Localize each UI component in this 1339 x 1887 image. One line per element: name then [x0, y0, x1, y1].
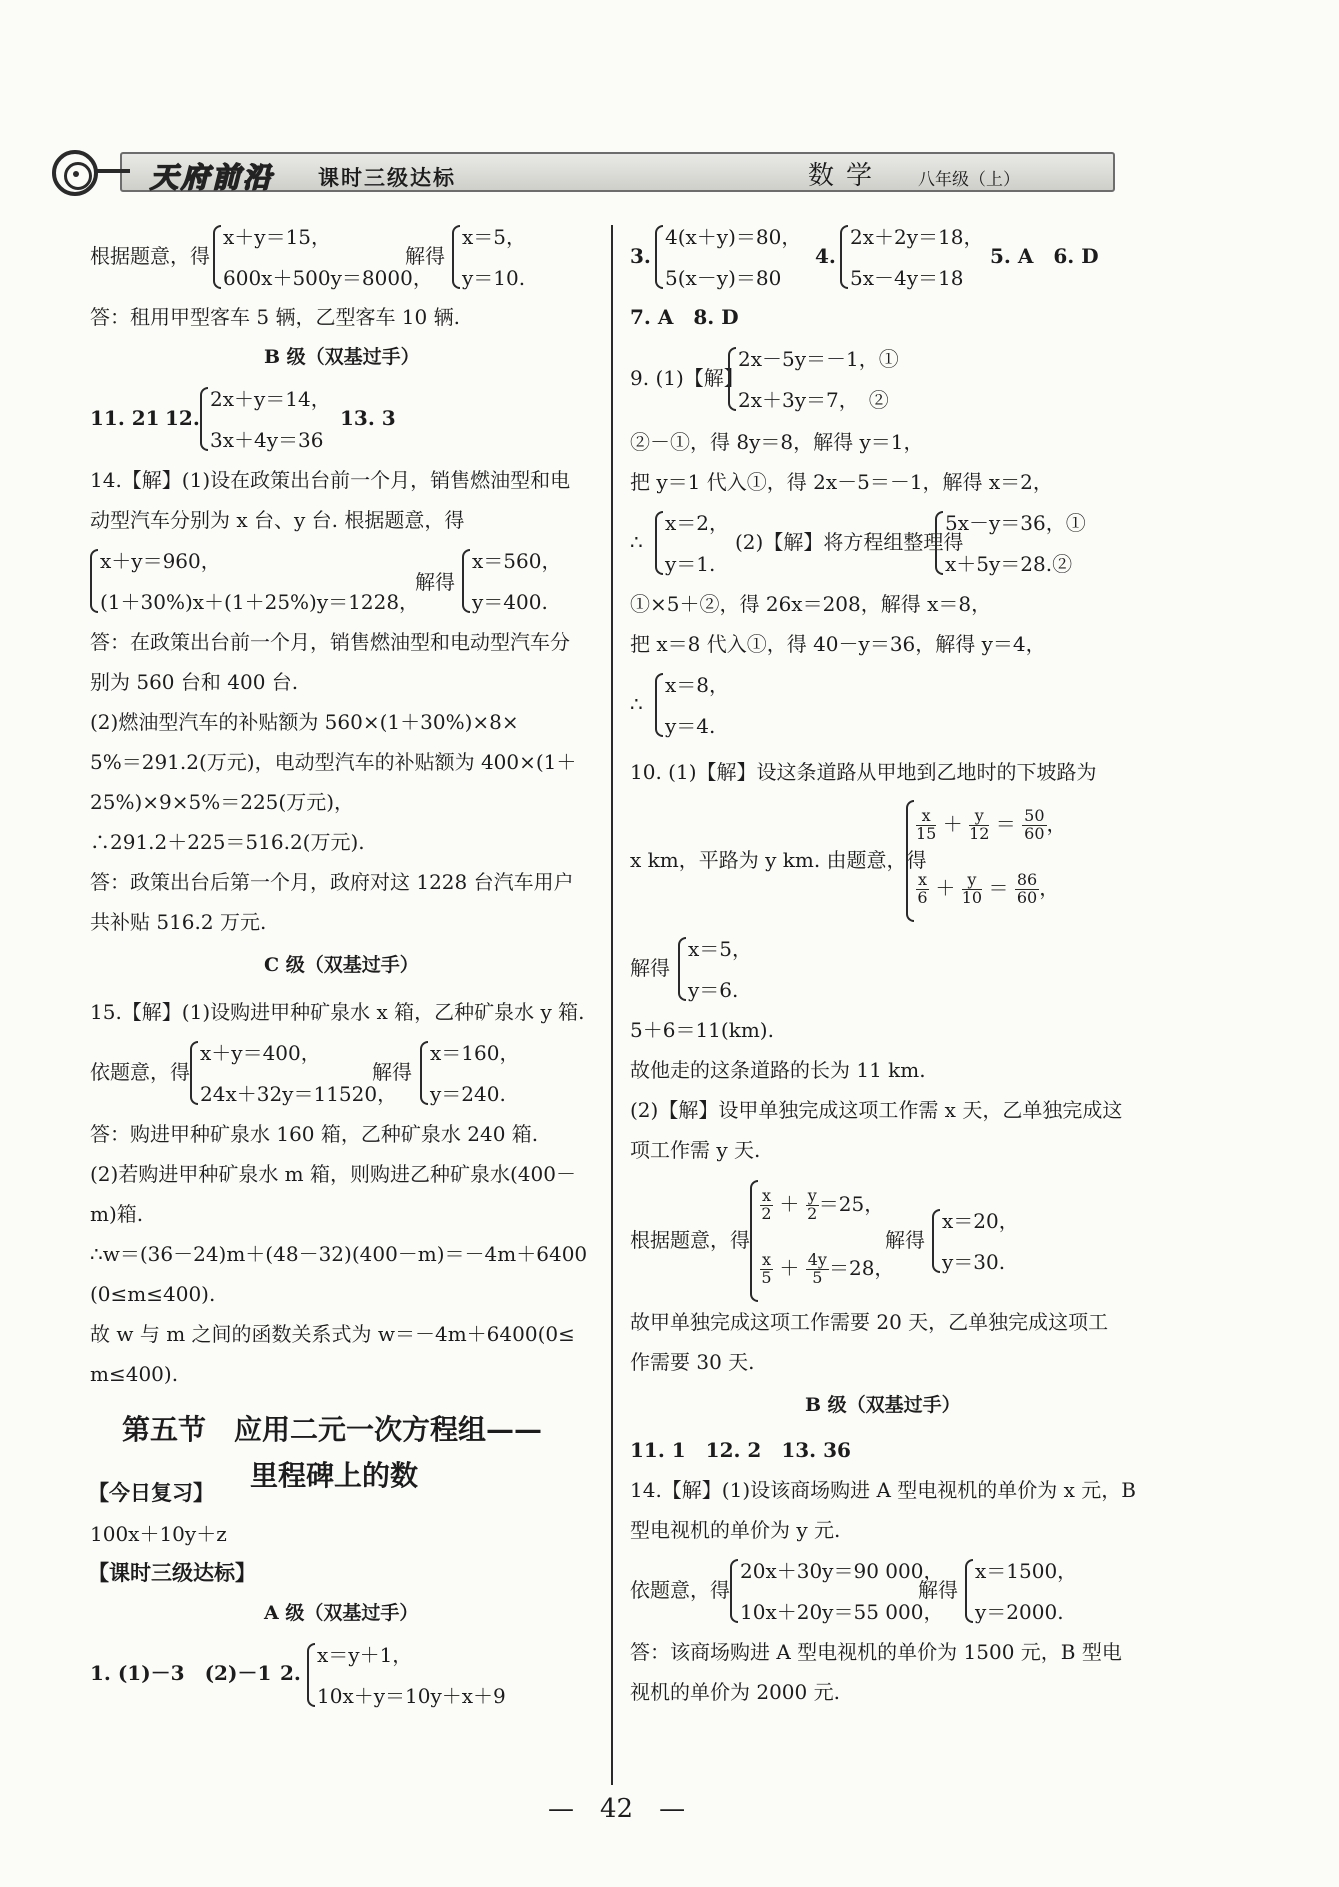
- equation: y＝2000.: [975, 1600, 1064, 1624]
- section-title-line2: 里程碑上的数: [250, 1459, 419, 1492]
- equation: x＝560，: [472, 549, 562, 573]
- review-answer: 100x＋10y＋z: [90, 1522, 227, 1546]
- equation: y＝400.: [472, 590, 548, 614]
- text-line: 共补贴 516.2 万元.: [90, 910, 267, 934]
- text-line: 故甲单独完成这项工作需要 20 天，乙单独完成这项工: [630, 1310, 1109, 1334]
- text-line: (2)若购进甲种矿泉水 m 箱，则购进乙种矿泉水(400－: [90, 1162, 576, 1186]
- text-line: 视机的单价为 2000 元.: [630, 1680, 840, 1704]
- equation: 5(x－y)＝80: [665, 266, 782, 290]
- text-line: 答：政策出台后第一个月，政府对这 1228 台汽车用户: [90, 870, 574, 894]
- text-line: ∴w＝(36－24)m＋(48－32)(400－m)＝－4m＋6400: [90, 1242, 588, 1266]
- equation: x＝2，: [665, 511, 730, 535]
- brace: [840, 225, 848, 289]
- text-line: 解得: [415, 570, 455, 594]
- brace: [213, 225, 221, 289]
- text-line: 25%)×9×5%＝225(万元)，: [90, 790, 355, 814]
- fraction-equation: $\frac{x}{2}$ ＋ $\frac{y}{2}$ ＝25，: [761, 1186, 885, 1223]
- column-divider: [611, 225, 613, 1785]
- equation: y＝6.: [688, 978, 739, 1002]
- text-line: 动型汽车分别为 x 台、y 台. 根据题意，得: [90, 508, 465, 532]
- level-heading: A 级（双基过手）: [264, 1602, 419, 1624]
- equation: y＝240.: [430, 1082, 506, 1106]
- equation: 10x＋y＝10y＋x＋9: [317, 1684, 506, 1708]
- text-line: 解得: [405, 244, 445, 268]
- text-line: 9. (1)【解】: [630, 366, 744, 390]
- target-logo-icon: [52, 150, 98, 196]
- brace: [655, 511, 663, 575]
- answer-line: 5. A 6. D: [990, 244, 1099, 268]
- level-heading: B 级（双基过手）: [805, 1394, 961, 1416]
- brace: [730, 1559, 738, 1623]
- answer-line: 7. A 8. D: [630, 305, 739, 329]
- text-line: (2)【解】将方程组整理得: [735, 530, 964, 554]
- equation: x＝8，: [665, 673, 730, 697]
- text-line: 别为 560 台和 400 台.: [90, 670, 299, 694]
- equation: x＝1500，: [975, 1559, 1078, 1583]
- section-title: 第五节 应用二元一次方程组——: [122, 1413, 543, 1446]
- text-line: 答：购进甲种矿泉水 160 箱，乙种矿泉水 240 箱.: [90, 1122, 539, 1146]
- text-line: 型电视机的单价为 y 元.: [630, 1518, 841, 1542]
- equation: x＋y＝15，: [223, 225, 332, 249]
- text-line: m)箱.: [90, 1202, 144, 1226]
- level-heading: C 级（双基过手）: [264, 954, 419, 976]
- equation: 2x－5y＝－1，①: [738, 347, 899, 371]
- brace: [965, 1559, 973, 1623]
- brace: [190, 1041, 198, 1105]
- equation: 2x＋3y＝7， ②: [738, 388, 889, 412]
- equation: 5x－y＝36，①: [945, 511, 1086, 535]
- text-line: 把 x＝8 代入①，得 40－y＝36，解得 y＝4，: [630, 632, 1046, 656]
- text-line: 14.【解】(1)设该商场购进 A 型电视机的单价为 x 元，B: [630, 1478, 1136, 1502]
- question-number: 12.: [165, 406, 200, 430]
- answer-line: 1. (1)－3 (2)－1: [90, 1661, 272, 1685]
- brace: [906, 800, 914, 922]
- equation: y＝4.: [665, 714, 716, 738]
- answer-line: 13. 3: [340, 406, 396, 430]
- text-line: 作需要 30 天.: [630, 1350, 755, 1374]
- brand-title: 天府前沿: [150, 161, 275, 194]
- text-line: 解得: [885, 1228, 925, 1252]
- brace: [452, 225, 460, 289]
- text-line: 5＋6＝11(km).: [630, 1018, 774, 1042]
- book-subtitle: 课时三级达标: [318, 166, 456, 190]
- fraction-equation: $\frac{x}{6}$ ＋ $\frac{y}{10}$ ＝ $\frac{86}{60}$ ，: [917, 870, 1060, 907]
- equation: 2x＋y＝14，: [210, 387, 331, 411]
- brace: [678, 937, 686, 1001]
- brace: [750, 1180, 758, 1302]
- text-line: 解得: [918, 1578, 958, 1602]
- answer-line: 11. 21: [90, 406, 160, 430]
- text-line: 把 y＝1 代入①，得 2x－5＝－1，解得 x＝2，: [630, 470, 1053, 494]
- equation: 20x＋30y＝90 000，: [740, 1559, 944, 1583]
- brace: [307, 1643, 315, 1707]
- equation: x＝160，: [430, 1041, 520, 1065]
- text-line: 故 w 与 m 之间的函数关系式为 w＝－4m＋6400(0≤: [90, 1322, 575, 1346]
- text-line: ∴: [630, 692, 643, 716]
- brace: [420, 1041, 428, 1105]
- equation: 2x＋2y＝18，: [850, 225, 984, 249]
- level-heading: B 级（双基过手）: [264, 346, 420, 368]
- equation: x＋y＝960，: [100, 549, 221, 573]
- equation: x＝5，: [462, 225, 527, 249]
- equation: x＋y＝400，: [200, 1041, 321, 1065]
- text-line: (2)燃油型汽车的补贴额为 560×(1＋30%)×8×: [90, 710, 519, 734]
- text-line: (0≤m≤400).: [90, 1282, 216, 1306]
- text-line: ∴: [630, 530, 643, 554]
- brace: [655, 673, 663, 737]
- text-line: 答：在政策出台前一个月，销售燃油型和电动型汽车分: [90, 630, 570, 654]
- equation: x＝20，: [942, 1209, 1019, 1233]
- text-line: 答：该商场购进 A 型电视机的单价为 1500 元，B 型电: [630, 1640, 1122, 1664]
- text-line: 根据题意，得: [90, 244, 210, 268]
- question-number: 2.: [280, 1661, 301, 1685]
- brace: [932, 1209, 940, 1273]
- text-line: 故他走的这条道路的长为 11 km.: [630, 1058, 926, 1082]
- equation: y＝30.: [942, 1250, 1006, 1274]
- answer-line: 11. 1 12. 2 13. 36: [630, 1438, 851, 1462]
- text-line: 10. (1)【解】设这条道路从甲地到乙地时的下坡路为: [630, 760, 1097, 784]
- equation: 24x＋32y＝11520，: [200, 1082, 398, 1106]
- equation: 600x＋500y＝8000，: [223, 266, 433, 290]
- text-line: x km，平路为 y km. 由题意，得: [630, 848, 927, 872]
- equation: x＝5，: [688, 937, 753, 961]
- text-line: 解得: [372, 1060, 412, 1084]
- text-line: 依题意，得: [90, 1060, 190, 1084]
- text-line: ②－①，得 8y＝8，解得 y＝1，: [630, 430, 924, 454]
- text-line: 依题意，得: [630, 1578, 730, 1602]
- equation: 4(x＋y)＝80，: [665, 225, 802, 249]
- equation: (1＋30%)x＋(1＋25%)y＝1228，: [100, 590, 420, 614]
- equation: y＝1.: [665, 552, 716, 576]
- text-line: ∴291.2＋225＝516.2(万元).: [90, 830, 365, 854]
- brace: [462, 549, 470, 613]
- equation: x＋5y＝28.②: [945, 552, 1073, 576]
- lesson-heading: 【课时三级达标】: [88, 1560, 256, 1585]
- page-number: — 42 —: [548, 1794, 686, 1824]
- answer-line: 答：租用甲型客车 5 辆，乙型客车 10 辆.: [90, 305, 460, 329]
- equation: 5x－4y＝18: [850, 266, 964, 290]
- text-line: 根据题意，得: [630, 1228, 750, 1252]
- equation: x＝y＋1，: [317, 1643, 413, 1667]
- text-line: 5%＝291.2(万元)，电动型汽车的补贴额为 400×(1＋: [90, 750, 577, 774]
- equation: y＝10.: [462, 266, 526, 290]
- text-line: 解得: [630, 956, 670, 980]
- question-number: 4.: [815, 244, 836, 268]
- question-number: 3.: [630, 244, 651, 268]
- text-line: ①×5＋②，得 26x＝208，解得 x＝8，: [630, 592, 992, 616]
- brace: [655, 225, 663, 289]
- equation: 10x＋20y＝55 000，: [740, 1600, 944, 1624]
- subject-label: 数学: [808, 161, 885, 191]
- fraction-equation: $\frac{x}{5}$ ＋ $\frac{4y}{5}$ ＝28，: [761, 1250, 895, 1287]
- text-line: 项工作需 y 天.: [630, 1138, 761, 1162]
- text-line: 15.【解】(1)设购进甲种矿泉水 x 箱，乙种矿泉水 y 箱.: [90, 1000, 585, 1024]
- text-line: 14.【解】(1)设在政策出台前一个月，销售燃油型和电: [90, 468, 571, 492]
- brace: [90, 549, 98, 613]
- brace: [728, 347, 736, 411]
- brace: [200, 387, 208, 451]
- equation: 3x＋4y＝36: [210, 428, 324, 452]
- review-heading: 【今日复习】: [88, 1480, 214, 1505]
- fraction-equation: $\frac{x}{15}$ ＋ $\frac{y}{12}$ ＝ $\frac{50}{60}$ ，: [916, 806, 1067, 843]
- arrow-icon: [96, 169, 130, 173]
- text-line: m≤400).: [90, 1362, 179, 1386]
- grade-label: 八年级（上）: [918, 170, 1020, 190]
- brace: [935, 511, 943, 575]
- text-line: (2)【解】设甲单独完成这项工作需 x 天，乙单独完成这: [630, 1098, 1123, 1122]
